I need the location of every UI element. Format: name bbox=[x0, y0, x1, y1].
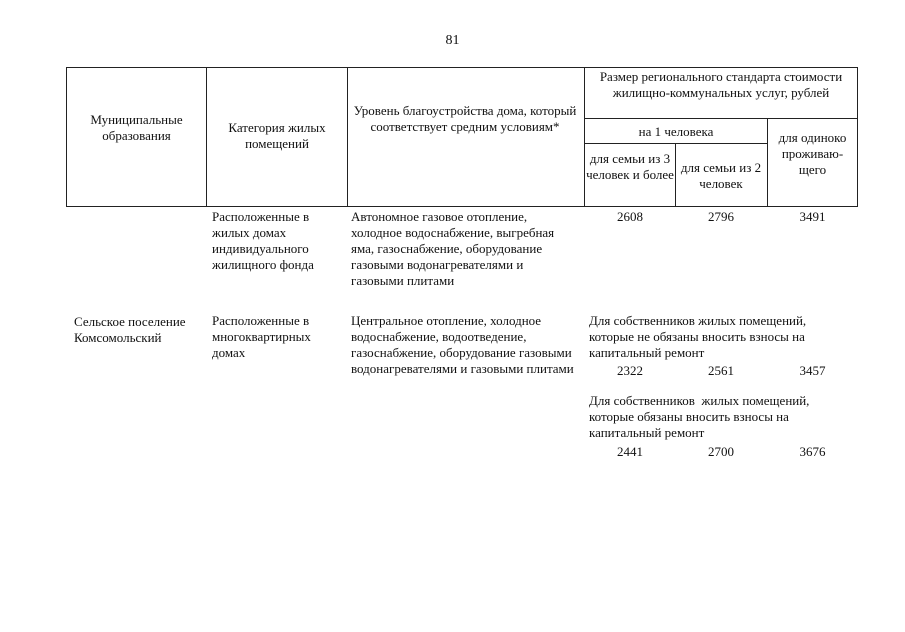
table-top-border bbox=[66, 67, 858, 68]
row1-value-family-3: 2608 bbox=[617, 209, 643, 224]
row2-group1-value-family-2: 2561 bbox=[708, 363, 734, 378]
row2-group2-value-family-3: 2441 bbox=[617, 444, 643, 459]
row1-value-single: 3491 bbox=[799, 209, 826, 224]
header-standard-size: Размер регионального стандарта стоимости жилищно-коммунальных услуг, рублей bbox=[599, 69, 843, 100]
row2-group1-value-family-3: 2322 bbox=[617, 363, 643, 378]
standard-size-bottom-border bbox=[584, 118, 858, 119]
row2-level: Центральное отопление, холодное водоснабжение, водоотведение, газоснабжение, оборудование газовыми водонагревателями и газовыми плитами bbox=[351, 313, 574, 376]
row2-group1-value-single: 3457 bbox=[799, 363, 826, 378]
row2-group1-note: Для собственников жилых помещений, которые не обязаны вносить взносы на капитальный ремонт bbox=[589, 313, 807, 360]
header-single: для одиноко проживаю-щего bbox=[778, 130, 847, 177]
header-municipality: Муниципальные образования bbox=[90, 112, 183, 143]
row2-group2-value-family-2: 2700 bbox=[708, 444, 734, 459]
row1-level: Автономное газовое отопление, холодное водоснабжение, выгребная яма, газоснабжение, оборудование газовыми водонагревателями и газовыми плитами bbox=[351, 209, 555, 288]
column-divider-5 bbox=[767, 118, 768, 207]
row2-group2-value-single: 3676 bbox=[799, 444, 826, 459]
table-left-border bbox=[66, 67, 67, 207]
row2-group2-note: Для собственников жилых помещений, которые обязаны вносить взносы на капитальный ремонт bbox=[589, 393, 813, 440]
row1-category: Расположенные в жилых домах индивидуального жилищного фонда bbox=[212, 209, 314, 272]
page-number: 81 bbox=[445, 33, 460, 48]
header-family-2: для семьи из 2 человек bbox=[680, 160, 762, 191]
table-right-border bbox=[857, 67, 858, 207]
column-divider-1 bbox=[206, 67, 207, 207]
row1-value-family-2: 2796 bbox=[708, 209, 734, 224]
header-level: Уровень благоустройства дома, который соответствует средним условиям* bbox=[353, 103, 577, 134]
column-divider-2 bbox=[347, 67, 348, 207]
row2-category: Расположенные в многоквартирных домах bbox=[212, 313, 311, 360]
column-divider-3 bbox=[584, 67, 585, 207]
header-family-3: для семьи из 3 человек и более bbox=[586, 151, 674, 182]
header-per-person: на 1 человека bbox=[638, 124, 714, 139]
table-header-bottom-border bbox=[66, 206, 858, 207]
header-category: Категория жилых помещений bbox=[228, 120, 326, 151]
column-divider-4 bbox=[675, 143, 676, 207]
municipality-cell: Сельское поселение Комсомольский bbox=[74, 314, 186, 345]
